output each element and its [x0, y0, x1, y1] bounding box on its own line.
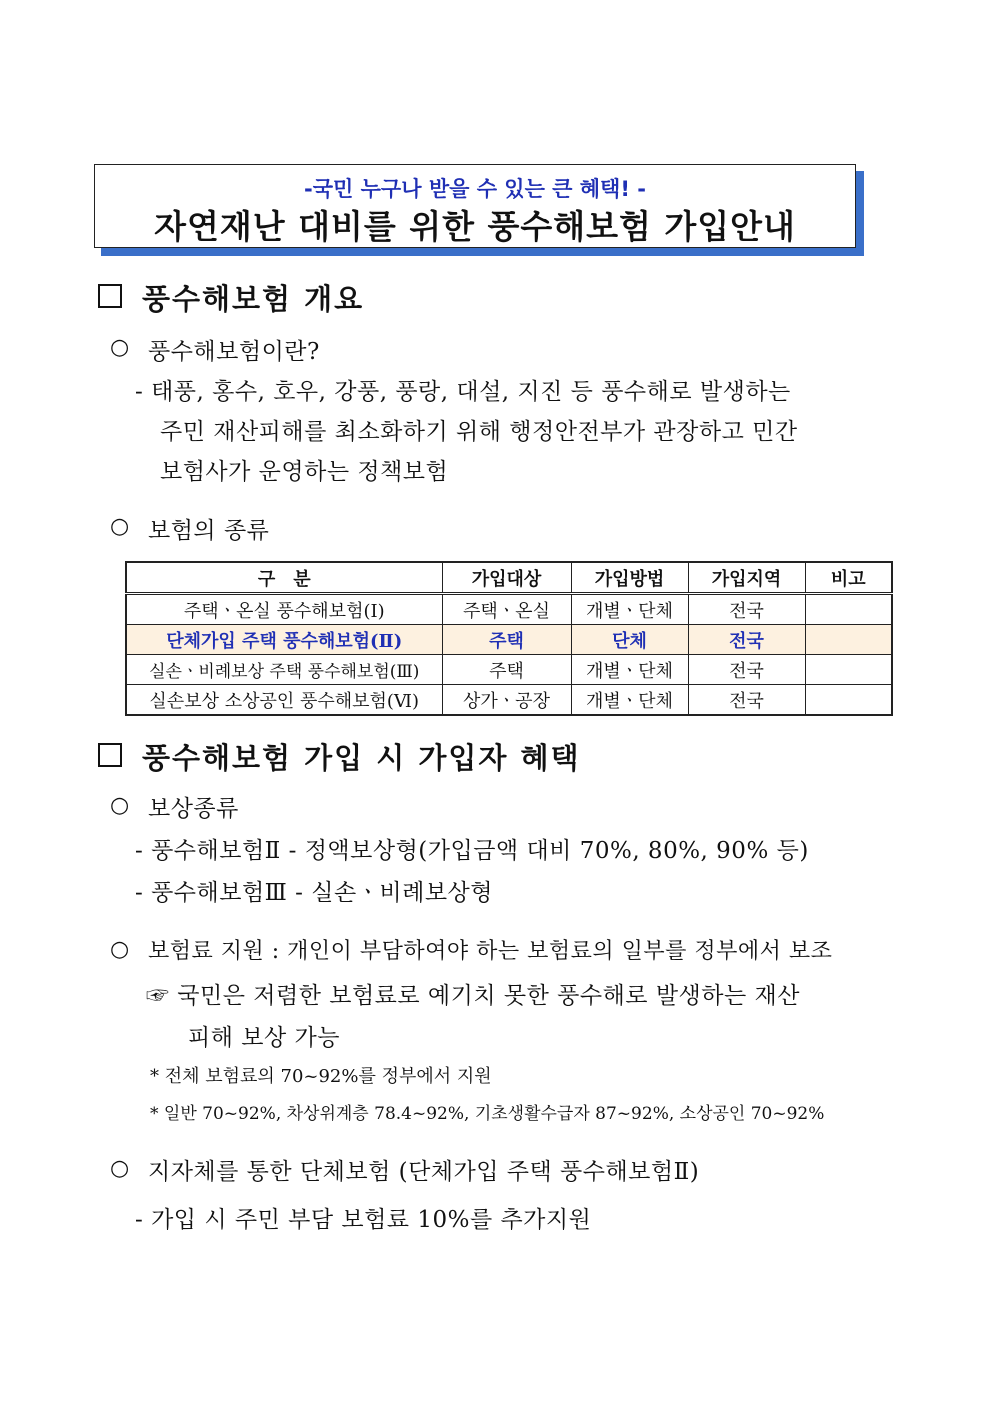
table-cell: 실손보상 소상공인 풍수해보험(Ⅵ) — [126, 685, 442, 716]
section1-question: 풍수해보험이란? — [148, 339, 320, 365]
premium-footnote1: * 전체 보험료의 70~92%를 정부에서 지원 — [150, 1066, 492, 1087]
bullet-circle-icon: ○ — [110, 937, 130, 962]
header-method: 가입방법 — [571, 562, 688, 594]
table-cell: 전국 — [688, 594, 805, 625]
table-cell — [805, 625, 892, 655]
table-row — [126, 655, 892, 685]
table-row — [126, 685, 892, 716]
compensation-line2: - 풍수해보험Ⅲ - 실손ㆍ비례보상형 — [135, 880, 493, 906]
table-cell: 주택ㆍ온실 — [442, 594, 571, 625]
section1-heading: 풍수해보험 개요 — [142, 282, 365, 316]
table-cell: 개별ㆍ단체 — [571, 685, 688, 716]
table-cell: 주택ㆍ온실 풍수해보험(Ⅰ) — [126, 594, 442, 625]
table-cell: 실손ㆍ비례보상 주택 풍수해보험(Ⅲ) — [126, 655, 442, 685]
bullet-circle-icon: ○ — [110, 514, 130, 539]
table-cell — [805, 655, 892, 685]
title-box — [94, 164, 856, 248]
table-header-row — [126, 562, 892, 594]
header-note: 비고 — [805, 562, 892, 594]
group-insurance-text: 지자체를 통한 단체보험 (단체가입 주택 풍수해보험Ⅱ) — [148, 1159, 700, 1185]
section1-desc-line3: 보험사가 운영하는 정책보험 — [160, 459, 449, 485]
compensation-line1: - 풍수해보험Ⅱ - 정액보상형(가입금액 대비 70%, 80%, 90% 등) — [135, 838, 809, 864]
premium-note-line1: ☞ 국민은 저렴한 보험료로 예기치 못한 풍수해로 발생하는 재산 — [146, 983, 800, 1009]
table-cell: 개별ㆍ단체 — [571, 594, 688, 625]
bullet-circle-icon: ○ — [110, 335, 130, 360]
compensation-type-label: 보상종류 — [148, 796, 239, 822]
insurance-types-label: 보험의 종류 — [148, 518, 270, 544]
table-cell — [805, 594, 892, 625]
title-subtitle: -국민 누구나 받을 수 있는 큰 혜택! - — [304, 177, 646, 201]
table-cell: 전국 — [688, 625, 805, 655]
table-cell: 주택 — [442, 625, 571, 655]
table-cell: 개별ㆍ단체 — [571, 655, 688, 685]
insurance-types-table — [125, 561, 893, 716]
bullet-circle-icon: ○ — [110, 793, 130, 818]
section-checkbox-icon — [98, 284, 122, 308]
page-title: 자연재난 대비를 위한 풍수해보험 가입안내 — [154, 207, 796, 246]
table-cell: 단체가입 주택 풍수해보험(Ⅱ) — [126, 625, 442, 655]
header-target: 가입대상 — [442, 562, 571, 594]
premium-note-line2: 피해 보상 가능 — [188, 1025, 340, 1051]
table-cell: 단체 — [571, 625, 688, 655]
header-region: 가입지역 — [688, 562, 805, 594]
table-cell: 전국 — [688, 685, 805, 716]
premium-support-text: 보험료 지원 : 개인이 부담하여야 하는 보험료의 일부를 정부에서 보조 — [148, 939, 833, 964]
table-cell: 전국 — [688, 655, 805, 685]
table-row-highlighted — [126, 625, 892, 655]
table-row — [126, 594, 892, 625]
section1-desc-line2: 주민 재산피해를 최소화하기 위해 행정안전부가 관장하고 민간 — [160, 419, 798, 445]
section-checkbox-icon — [98, 743, 122, 767]
header-category: 구 분 — [126, 562, 442, 594]
section1-desc-line1: - 태풍, 홍수, 호우, 강풍, 풍랑, 대설, 지진 등 풍수해로 발생하는 — [135, 379, 791, 405]
group-insurance-line1: - 가입 시 주민 부담 보험료 10%를 추가지원 — [135, 1207, 592, 1233]
table-cell — [805, 685, 892, 716]
table-cell: 상가ㆍ공장 — [442, 685, 571, 716]
bullet-circle-icon: ○ — [110, 1156, 130, 1181]
section2-heading: 풍수해보험 가입 시 가입자 혜택 — [142, 741, 581, 775]
premium-footnote2: * 일반 70~92%, 차상위계층 78.4~92%, 기초생활수급자 87~92%, 소상공인 70~92% — [150, 1104, 825, 1124]
table-cell: 주택 — [442, 655, 571, 685]
